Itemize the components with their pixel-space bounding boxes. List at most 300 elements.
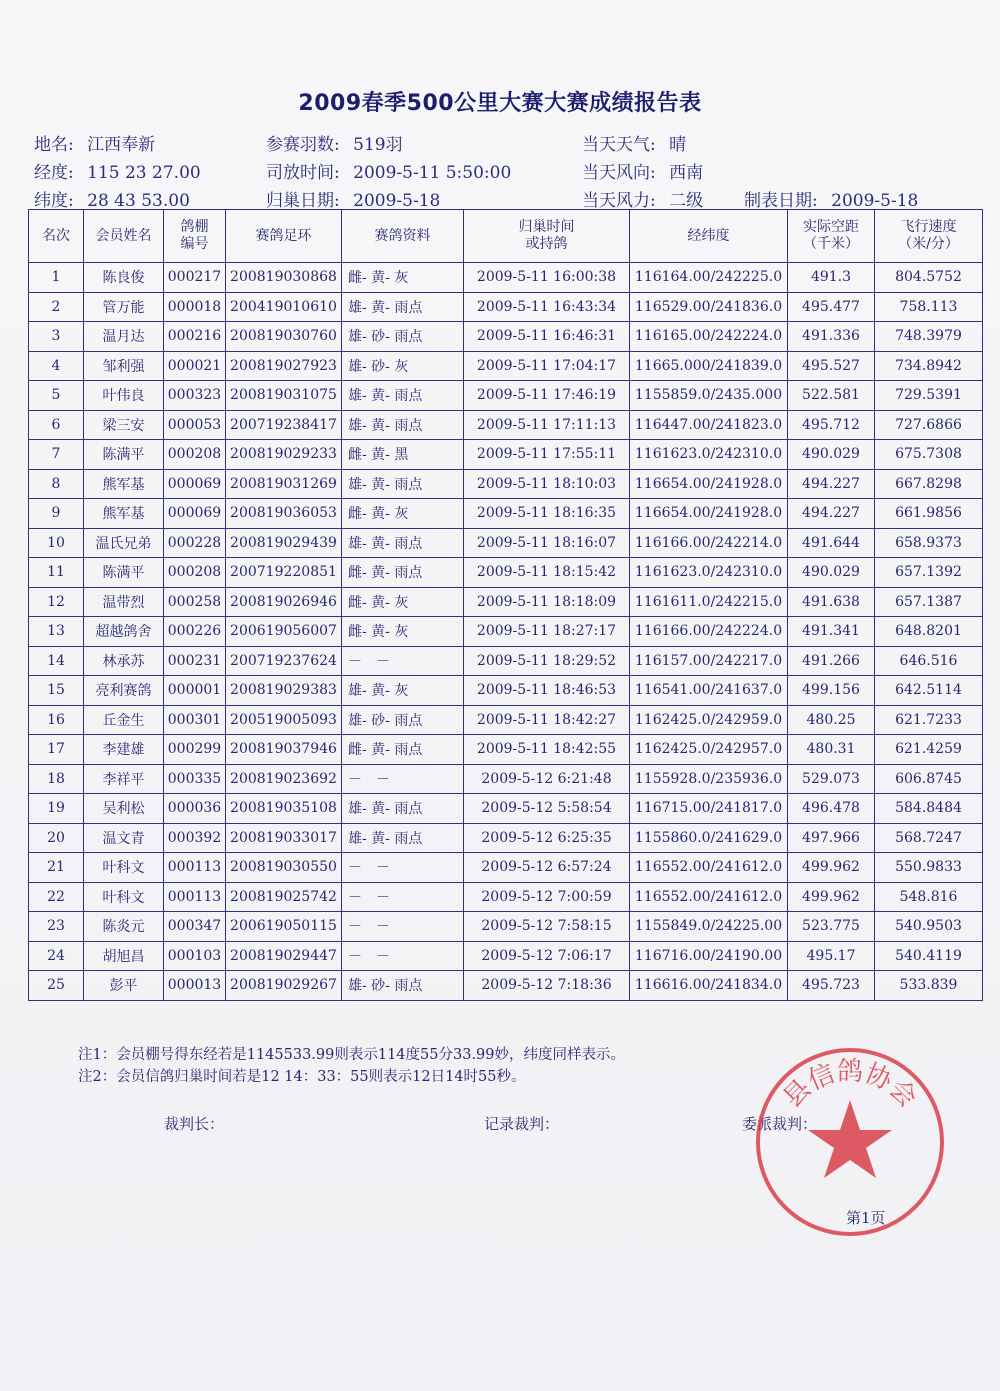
member-name-cell: 亮利赛鸽	[84, 676, 164, 706]
pigeon-info-cell: 雄- 黄- 雨点	[342, 292, 464, 322]
coordinates-cell: 116716.00/24190.00	[630, 941, 788, 971]
ring-number-cell: 200619050115	[226, 912, 342, 942]
ring-number-cell: 200819030550	[226, 853, 342, 883]
distance-cell: 495.712	[788, 410, 875, 440]
coordinates-cell: 116165.00/242224.0	[630, 322, 788, 352]
longitude-label: 经度:	[34, 163, 74, 183]
loft-number-cell: 000069	[164, 469, 226, 499]
chief-judge-signature: 裁判长：	[164, 1115, 225, 1133]
distance-cell: 490.029	[788, 558, 875, 588]
distance-cell: 522.581	[788, 381, 875, 411]
release-time-label: 司放时间:	[266, 163, 340, 183]
speed-cell: 568.7247	[875, 823, 983, 853]
note-1: 注1：会员棚号得东经若是1145533.99则表示114度55分33.99妙，纬度同样表示。	[78, 1047, 625, 1063]
weather-label: 当天天气:	[582, 135, 656, 155]
rank-cell: 24	[29, 941, 84, 971]
coordinates-cell: 116552.00/241612.0	[630, 882, 788, 912]
member-name-cell: 温月达	[84, 322, 164, 352]
member-name-cell: 陈良俊	[84, 263, 164, 293]
distance-cell: 494.227	[788, 469, 875, 499]
coordinates-cell: 116529.00/241836.0	[630, 292, 788, 322]
distance-cell: 491.266	[788, 646, 875, 676]
ring-number-cell: 200819029439	[226, 528, 342, 558]
loft-number-cell: 000217	[164, 263, 226, 293]
speed-cell: 540.4119	[875, 941, 983, 971]
loft-number-cell: 000347	[164, 912, 226, 942]
release-time-value: 2009-5-11 5:50:00	[353, 163, 512, 183]
arrival-time-cell: 2009-5-11 17:04:17	[464, 351, 630, 381]
pigeon-info-cell: 雄- 黄- 雨点	[342, 381, 464, 411]
entry-count-info	[266, 130, 403, 155]
column-header: 赛鸽资料	[342, 210, 464, 263]
pigeon-info-cell: 雄- 砂- 雨点	[342, 971, 464, 1001]
rank-cell: 12	[29, 587, 84, 617]
rank-cell: 25	[29, 971, 84, 1001]
ring-number-cell: 200819025742	[226, 882, 342, 912]
ring-number-cell: 200819036053	[226, 499, 342, 529]
arrival-time-cell: 2009-5-11 18:18:09	[464, 587, 630, 617]
distance-cell: 494.227	[788, 499, 875, 529]
distance-cell: 491.644	[788, 528, 875, 558]
ring-number-cell: 200719238417	[226, 410, 342, 440]
loft-number-cell: 000021	[164, 351, 226, 381]
speed-cell: 748.3979	[875, 322, 983, 352]
distance-cell: 499.156	[788, 676, 875, 706]
member-name-cell: 吴利松	[84, 794, 164, 824]
distance-cell: 480.25	[788, 705, 875, 735]
rank-cell: 19	[29, 794, 84, 824]
member-name-cell: 邹利强	[84, 351, 164, 381]
rank-cell: 15	[29, 676, 84, 706]
loft-number-cell: 000392	[164, 823, 226, 853]
arrival-time-cell: 2009-5-11 18:42:27	[464, 705, 630, 735]
wind-direction-info	[582, 158, 703, 183]
rank-cell: 6	[29, 410, 84, 440]
release-time-info	[266, 158, 511, 183]
speed-cell: 642.5114	[875, 676, 983, 706]
coordinates-cell: 1155928.0/235936.0	[630, 764, 788, 794]
table-row	[29, 263, 983, 293]
speed-cell: 729.5391	[875, 381, 983, 411]
arrival-time-cell: 2009-5-11 18:29:52	[464, 646, 630, 676]
member-name-cell: 温文青	[84, 823, 164, 853]
table-row	[29, 735, 983, 765]
table-row	[29, 676, 983, 706]
coordinates-cell: 116616.00/241834.0	[630, 971, 788, 1001]
coordinates-cell: 1161623.0/242310.0	[630, 440, 788, 470]
table-row	[29, 705, 983, 735]
arrival-time-cell: 2009-5-11 17:11:13	[464, 410, 630, 440]
pigeon-info-cell: 雄- 黄- 雨点	[342, 410, 464, 440]
rank-cell: 11	[29, 558, 84, 588]
arrival-time-cell: 2009-5-12 7:18:36	[464, 971, 630, 1001]
ring-number-cell: 200819030760	[226, 322, 342, 352]
distance-cell: 499.962	[788, 853, 875, 883]
table-row	[29, 794, 983, 824]
arrival-time-cell: 2009-5-12 6:57:24	[464, 853, 630, 883]
loft-number-cell: 000301	[164, 705, 226, 735]
speed-cell: 658.9373	[875, 528, 983, 558]
table-row	[29, 823, 983, 853]
arrival-time-cell: 2009-5-11 17:46:19	[464, 381, 630, 411]
ring-number-cell: 200819029233	[226, 440, 342, 470]
coordinates-cell: 1155860.0/241629.0	[630, 823, 788, 853]
loft-number-cell: 000335	[164, 764, 226, 794]
member-name-cell: 丘金生	[84, 705, 164, 735]
member-name-cell: 熊军基	[84, 499, 164, 529]
ring-number-cell: 200819031075	[226, 381, 342, 411]
arrival-time-cell: 2009-5-11 18:27:17	[464, 617, 630, 647]
member-name-cell: 温带烈	[84, 587, 164, 617]
arrival-time-cell: 2009-5-12 7:00:59	[464, 882, 630, 912]
pigeon-info-cell: 雄- 砂- 雨点	[342, 705, 464, 735]
distance-cell: 495.723	[788, 971, 875, 1001]
arrival-time-cell: 2009-5-12 5:58:54	[464, 794, 630, 824]
speed-cell: 584.8484	[875, 794, 983, 824]
table-row	[29, 351, 983, 381]
return-date-value: 2009-5-18	[353, 191, 441, 211]
rank-cell: 1	[29, 263, 84, 293]
entry-count-label: 参赛羽数:	[266, 135, 340, 155]
table-row	[29, 764, 983, 794]
arrival-time-cell: 2009-5-12 6:21:48	[464, 764, 630, 794]
speed-cell: 548.816	[875, 882, 983, 912]
distance-cell: 490.029	[788, 440, 875, 470]
speed-cell: 646.516	[875, 646, 983, 676]
pigeon-info-cell: 雌- 黄- 灰	[342, 587, 464, 617]
member-name-cell: 叶伟良	[84, 381, 164, 411]
ring-number-cell: 200819029447	[226, 941, 342, 971]
pigeon-info-cell: 雄- 黄- 雨点	[342, 794, 464, 824]
coordinates-cell: 116715.00/241817.0	[630, 794, 788, 824]
distance-cell: 480.31	[788, 735, 875, 765]
table-row	[29, 853, 983, 883]
table-row	[29, 646, 983, 676]
wind-direction-label: 当天风向:	[582, 163, 656, 183]
loft-number-cell: 000216	[164, 322, 226, 352]
column-header: 经纬度	[630, 210, 788, 263]
coordinates-cell: 1161611.0/242215.0	[630, 587, 788, 617]
coordinates-cell: 116447.00/241823.0	[630, 410, 788, 440]
table-row	[29, 292, 983, 322]
rank-cell: 20	[29, 823, 84, 853]
arrival-time-cell: 2009-5-11 18:15:42	[464, 558, 630, 588]
weather-info	[582, 130, 686, 155]
page-number: 第1页	[846, 1209, 886, 1227]
loft-number-cell: 000001	[164, 676, 226, 706]
loft-number-cell: 000208	[164, 558, 226, 588]
arrival-time-cell: 2009-5-11 18:10:03	[464, 469, 630, 499]
rank-cell: 3	[29, 322, 84, 352]
rank-cell: 5	[29, 381, 84, 411]
speed-cell: 804.5752	[875, 263, 983, 293]
column-header: 会员姓名	[84, 210, 164, 263]
column-header: 鸽棚 编号	[164, 210, 226, 263]
coordinates-cell: 116654.00/241928.0	[630, 469, 788, 499]
latitude-label: 纬度:	[34, 191, 74, 211]
table-row	[29, 528, 983, 558]
rank-cell: 10	[29, 528, 84, 558]
pigeon-info-cell: 雌- 黄- 灰	[342, 499, 464, 529]
ring-number-cell: 200719237624	[226, 646, 342, 676]
member-name-cell: 超越鸽舍	[84, 617, 164, 647]
member-name-cell: 李建雄	[84, 735, 164, 765]
return-date-info	[266, 186, 440, 211]
column-header: 赛鸽足环	[226, 210, 342, 263]
coordinates-cell: 116157.00/242217.0	[630, 646, 788, 676]
member-name-cell: 胡旭昌	[84, 941, 164, 971]
rank-cell: 16	[29, 705, 84, 735]
longitude-info	[34, 158, 201, 183]
distance-cell: 497.966	[788, 823, 875, 853]
speed-cell: 675.7308	[875, 440, 983, 470]
pigeon-info-cell: 雌- 黄- 黑	[342, 440, 464, 470]
table-row	[29, 410, 983, 440]
loft-number-cell: 000069	[164, 499, 226, 529]
pigeon-info-cell: － －	[342, 882, 464, 912]
loft-number-cell: 000231	[164, 646, 226, 676]
report-title: 2009春季500公里大赛大赛成绩报告表	[298, 91, 702, 116]
loft-number-cell: 000323	[164, 381, 226, 411]
pigeon-info-cell: 雄- 黄- 灰	[342, 676, 464, 706]
weather-value: 晴	[669, 135, 687, 155]
coordinates-cell: 11665.000/241839.0	[630, 351, 788, 381]
member-name-cell: 叶科文	[84, 882, 164, 912]
wind-force-label: 当天风力:	[582, 191, 656, 211]
column-header: 飞行速度 （米/分）	[875, 210, 983, 263]
place-info	[34, 130, 155, 155]
arrival-time-cell: 2009-5-11 18:46:53	[464, 676, 630, 706]
arrival-time-cell: 2009-5-11 18:16:07	[464, 528, 630, 558]
arrival-time-cell: 2009-5-11 17:55:11	[464, 440, 630, 470]
seal-star-icon	[808, 1100, 892, 1178]
coordinates-cell: 116552.00/241612.0	[630, 853, 788, 883]
loft-number-cell: 000113	[164, 882, 226, 912]
rank-cell: 17	[29, 735, 84, 765]
loft-number-cell: 000226	[164, 617, 226, 647]
pigeon-info-cell: 雄- 砂- 雨点	[342, 322, 464, 352]
member-name-cell: 陈炎元	[84, 912, 164, 942]
arrival-time-cell: 2009-5-12 6:25:35	[464, 823, 630, 853]
ring-number-cell: 200819037946	[226, 735, 342, 765]
arrival-time-cell: 2009-5-11 18:42:55	[464, 735, 630, 765]
loft-number-cell: 000018	[164, 292, 226, 322]
speed-cell: 657.1392	[875, 558, 983, 588]
table-row	[29, 912, 983, 942]
arrival-time-cell: 2009-5-11 16:00:38	[464, 263, 630, 293]
loft-number-cell: 000103	[164, 941, 226, 971]
pigeon-info-cell: 雌- 黄- 雨点	[342, 735, 464, 765]
coordinates-cell: 116166.00/242214.0	[630, 528, 788, 558]
table-row	[29, 322, 983, 352]
arrival-time-cell: 2009-5-11 18:16:35	[464, 499, 630, 529]
coordinates-cell: 116166.00/242224.0	[630, 617, 788, 647]
column-header: 实际空距 （千米）	[788, 210, 875, 263]
member-name-cell: 叶科文	[84, 853, 164, 883]
table-row	[29, 882, 983, 912]
coordinates-cell: 1155859.0/2435.000	[630, 381, 788, 411]
made-date-info	[744, 186, 918, 211]
speed-cell: 533.839	[875, 971, 983, 1001]
place-label: 地名:	[34, 135, 74, 155]
longitude-value: 115 23 27.00	[87, 163, 201, 183]
latitude-info	[34, 186, 190, 211]
made-date-value: 2009-5-18	[831, 191, 919, 211]
speed-cell: 758.113	[875, 292, 983, 322]
ring-number-cell: 200519005093	[226, 705, 342, 735]
rank-cell: 13	[29, 617, 84, 647]
loft-number-cell: 000258	[164, 587, 226, 617]
made-date-label: 制表日期:	[744, 191, 818, 211]
table-row	[29, 587, 983, 617]
speed-cell: 667.8298	[875, 469, 983, 499]
arrival-time-cell: 2009-5-12 7:58:15	[464, 912, 630, 942]
loft-number-cell: 000208	[164, 440, 226, 470]
ring-number-cell: 200819027923	[226, 351, 342, 381]
ring-number-cell: 200619056007	[226, 617, 342, 647]
arrival-time-cell: 2009-5-11 16:46:31	[464, 322, 630, 352]
ring-number-cell: 200819031269	[226, 469, 342, 499]
distance-cell: 491.341	[788, 617, 875, 647]
table-row	[29, 941, 983, 971]
coordinates-cell: 1162425.0/242957.0	[630, 735, 788, 765]
member-name-cell: 温氏兄弟	[84, 528, 164, 558]
pigeon-info-cell: － －	[342, 764, 464, 794]
loft-number-cell: 000113	[164, 853, 226, 883]
loft-number-cell: 000053	[164, 410, 226, 440]
wind-force-value: 二级	[669, 191, 704, 211]
wind-direction-value: 西南	[669, 163, 704, 183]
member-name-cell: 管万能	[84, 292, 164, 322]
coordinates-cell: 116654.00/241928.0	[630, 499, 788, 529]
coordinates-cell: 1162425.0/242959.0	[630, 705, 788, 735]
pigeon-info-cell: 雄- 黄- 雨点	[342, 469, 464, 499]
pigeon-info-cell: － －	[342, 646, 464, 676]
coordinates-cell: 116164.00/242225.0	[630, 263, 788, 293]
distance-cell: 495.527	[788, 351, 875, 381]
speed-cell: 621.4259	[875, 735, 983, 765]
coordinates-cell: 116541.00/241637.0	[630, 676, 788, 706]
speed-cell: 727.6866	[875, 410, 983, 440]
distance-cell: 529.073	[788, 764, 875, 794]
pigeon-info-cell: － －	[342, 912, 464, 942]
latitude-value: 28 43 53.00	[87, 191, 190, 211]
coordinates-cell: 1161623.0/242310.0	[630, 558, 788, 588]
speed-cell: 606.8745	[875, 764, 983, 794]
pigeon-info-cell: 雌- 黄- 雨点	[342, 558, 464, 588]
place-value: 江西奉新	[87, 135, 156, 155]
distance-cell: 495.477	[788, 292, 875, 322]
rank-cell: 18	[29, 764, 84, 794]
distance-cell: 495.17	[788, 941, 875, 971]
rank-cell: 2	[29, 292, 84, 322]
wind-force-info	[582, 186, 703, 211]
table-row	[29, 469, 983, 499]
speed-cell: 734.8942	[875, 351, 983, 381]
member-name-cell: 熊军基	[84, 469, 164, 499]
table-row	[29, 971, 983, 1001]
pigeon-info-cell: 雄- 黄- 雨点	[342, 528, 464, 558]
rank-cell: 14	[29, 646, 84, 676]
rank-cell: 21	[29, 853, 84, 883]
speed-cell: 648.8201	[875, 617, 983, 647]
ring-number-cell: 200819029267	[226, 971, 342, 1001]
pigeon-info-cell: － －	[342, 941, 464, 971]
rank-cell: 22	[29, 882, 84, 912]
arrival-time-cell: 2009-5-12 7:06:17	[464, 941, 630, 971]
speed-cell: 540.9503	[875, 912, 983, 942]
table-row	[29, 440, 983, 470]
speed-cell: 661.9856	[875, 499, 983, 529]
distance-cell: 499.962	[788, 882, 875, 912]
ring-number-cell: 200419010610	[226, 292, 342, 322]
member-name-cell: 陈满平	[84, 440, 164, 470]
loft-number-cell: 000036	[164, 794, 226, 824]
results-table	[28, 209, 983, 1001]
ring-number-cell: 200819029383	[226, 676, 342, 706]
column-header: 归巢时间 或持鸽	[464, 210, 630, 263]
ring-number-cell: 200819033017	[226, 823, 342, 853]
ring-number-cell: 200819030868	[226, 263, 342, 293]
pigeon-info-cell: － －	[342, 853, 464, 883]
loft-number-cell: 000299	[164, 735, 226, 765]
pigeon-info-cell: 雌- 黄- 灰	[342, 263, 464, 293]
column-header: 名次	[29, 210, 84, 263]
ring-number-cell: 200819026946	[226, 587, 342, 617]
table-header-row	[29, 210, 983, 263]
rank-cell: 7	[29, 440, 84, 470]
arrival-time-cell: 2009-5-11 16:43:34	[464, 292, 630, 322]
appointed-judge-signature: 委派裁判：	[742, 1115, 818, 1133]
distance-cell: 496.478	[788, 794, 875, 824]
entry-count-value: 519羽	[353, 135, 403, 155]
distance-cell: 491.3	[788, 263, 875, 293]
return-date-label: 归巢日期:	[266, 191, 340, 211]
ring-number-cell: 200819023692	[226, 764, 342, 794]
member-name-cell: 林承苏	[84, 646, 164, 676]
svg-text:县信鸽协会: 县信鸽协会	[777, 1056, 923, 1114]
rank-cell: 4	[29, 351, 84, 381]
rank-cell: 8	[29, 469, 84, 499]
coordinates-cell: 1155849.0/24225.00	[630, 912, 788, 942]
distance-cell: 523.775	[788, 912, 875, 942]
ring-number-cell: 200719220851	[226, 558, 342, 588]
distance-cell: 491.336	[788, 322, 875, 352]
rank-cell: 23	[29, 912, 84, 942]
speed-cell: 657.1387	[875, 587, 983, 617]
pigeon-info-cell: 雌- 黄- 灰	[342, 617, 464, 647]
member-name-cell: 李祥平	[84, 764, 164, 794]
table-row	[29, 499, 983, 529]
table-row	[29, 558, 983, 588]
pigeon-info-cell: 雄- 黄- 雨点	[342, 823, 464, 853]
loft-number-cell: 000013	[164, 971, 226, 1001]
pigeon-info-cell: 雄- 砂- 灰	[342, 351, 464, 381]
note-2: 注2：会员信鸽归巢时间若是12 14：33：55则表示12日14时55秒。	[78, 1069, 526, 1085]
speed-cell: 621.7233	[875, 705, 983, 735]
member-name-cell: 彭平	[84, 971, 164, 1001]
distance-cell: 491.638	[788, 587, 875, 617]
member-name-cell: 陈满平	[84, 558, 164, 588]
rank-cell: 9	[29, 499, 84, 529]
member-name-cell: 梁三安	[84, 410, 164, 440]
recorder-signature: 记录裁判：	[484, 1115, 560, 1133]
table-row	[29, 617, 983, 647]
ring-number-cell: 200819035108	[226, 794, 342, 824]
table-body	[29, 263, 983, 1001]
loft-number-cell: 000228	[164, 528, 226, 558]
table-row	[29, 381, 983, 411]
